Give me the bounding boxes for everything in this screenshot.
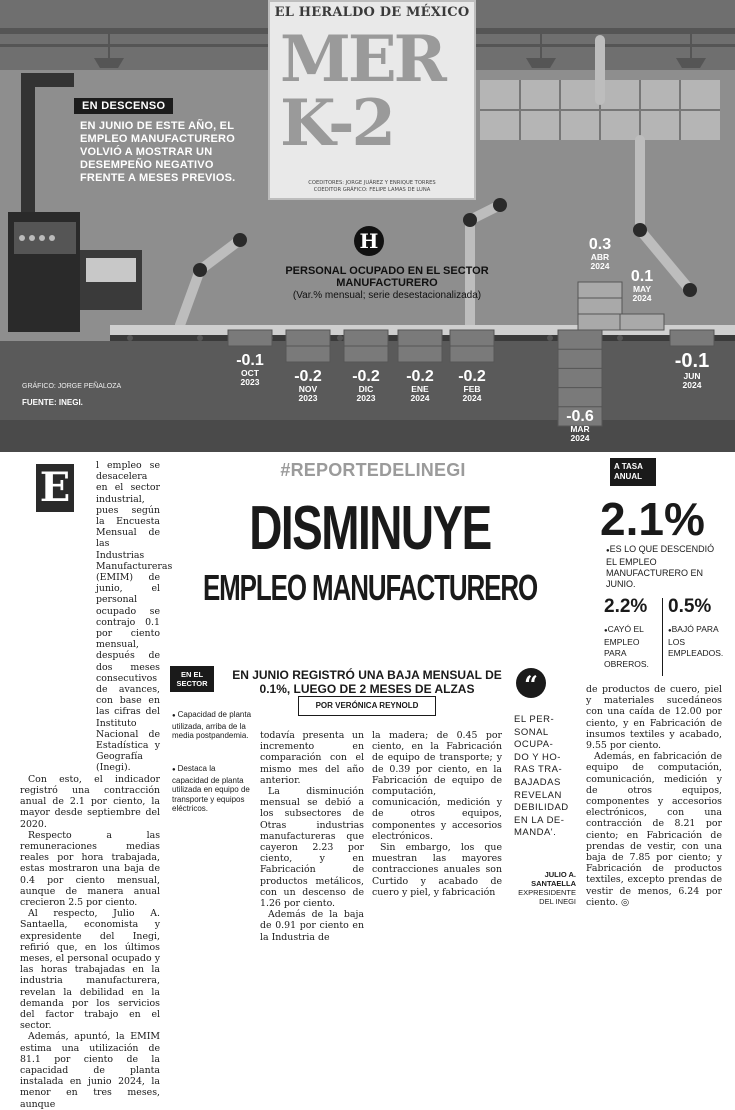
- pull-quote-line: MANDA'.: [514, 827, 557, 839]
- quote-icon: “: [516, 668, 546, 698]
- year-label: 2024: [632, 293, 652, 303]
- paragraph: La disminución mensual se debió a los subsectores de Otras industrias manufactureras que cayeron 2.23 por ciento, y en Fabricación de productos metálicos, con un descenso de 1.26 por ciento.: [260, 786, 364, 910]
- pull-quote-line: EN LA DE-: [514, 814, 565, 826]
- pull-quote-line: SONAL: [514, 726, 549, 738]
- paragraph: la madera; de 0.45 por ciento, en la Fabricación de equipo de transporte; y de 0.39 por ciento, en la Fabricación de equipo de computación, comunicación, medición y de otros equipos, componentes y accesorios electrónicos.: [372, 730, 502, 842]
- stat-main-desc: ● ES LO QUE DESCENDIÓ EL EMPLEO MANUFACTURERO EN JUNIO.: [606, 544, 718, 590]
- stat-obreros-desc: ● CAYÓ EL EMPLEO PARA OBREROS.: [604, 624, 656, 670]
- year-label: 2024: [590, 261, 610, 271]
- value-label: -0.2: [294, 368, 322, 385]
- sidebar-bullet: ● Capacidad de planta utilizada, arriba de la media postpandemia.: [172, 710, 252, 741]
- heraldo-logo-icon: H: [354, 226, 384, 256]
- drop-cap: E: [36, 464, 74, 512]
- value-label: -0.2: [406, 368, 434, 385]
- month-label: DIC: [358, 384, 374, 394]
- en-el-sector-tag: EN EL SECTOR: [170, 666, 214, 692]
- paragraph: Al respecto, Julio A. Santaella, economista y expresidente del Inegi, refirió que, en los últimos meses, el personal ocupado y las horas trabajadas en la industria manufacturera, revelan la debilidad en la demanda por los servicios del factor trabajo en el sector.: [20, 908, 160, 1032]
- value-label: -0.2: [458, 368, 486, 385]
- chart-title: PERSONAL OCUPADO EN EL SECTOR MANUFACTURERO: [285, 265, 489, 289]
- year-label: 2023: [298, 393, 318, 403]
- value-label: 0.1: [630, 268, 654, 285]
- year-label: 2024: [682, 380, 702, 390]
- infographic: [0, 0, 735, 452]
- data-label-ene: [390, 368, 450, 403]
- data-label-abr: [570, 236, 630, 271]
- section-title-line1: MER: [280, 22, 444, 97]
- infographic-intro: EN JUNIO DE ESTE AÑO, EL EMPLEO MANUFACTURERO VOLVIÓ A MOSTRAR UN DESEMPEÑO NEGATIVO FRENTE A MESES PREVIOS.: [80, 120, 236, 184]
- byline: POR VERÓNICA REYNOLD: [298, 696, 436, 716]
- pull-quote-line: EL PER-: [514, 714, 555, 725]
- stat-empleados-desc: ● BAJÓ PARA LOS EMPLEADOS.: [668, 624, 720, 659]
- bar-may: [620, 314, 664, 330]
- month-label: ENE: [411, 384, 429, 394]
- chart-subtitle: (Var.% mensual; serie desestacionalizada): [292, 290, 482, 301]
- pull-quote-line: DO Y HO-: [514, 751, 561, 763]
- year-label: 2024: [462, 393, 482, 403]
- paragraph: de productos de cuero, piel y materiales sucedáneos con una caída de 12.00 por ciento, y en Fabricación de insumos textiles y acabado, 9.55 por ciento.: [586, 684, 722, 752]
- data-label-may: [612, 268, 672, 303]
- data-label-nov: [278, 368, 338, 403]
- article-column-3: [372, 730, 502, 898]
- data-label-dic: [336, 368, 396, 403]
- coeditors-credit: COEDITORES: JORGE JUÁREZ Y ENRIQUE TORRES: [308, 180, 436, 186]
- bar-oct: [228, 330, 272, 346]
- data-label-oct: [220, 352, 280, 387]
- data-label-feb: [442, 368, 502, 403]
- paragraph: Además, en fabricación de equipo de computación, comunicación, medición y de otros equipos, componentes y accesorios electrónicos, con una contracción de 8.21 por ciento; en Fabricación de prendas de vestir, con una baja de 7.85 por ciento; y Fabricación de productos textiles, excepto prendas de vestir de menos, 6.24 por ciento. ◎: [586, 751, 722, 908]
- data-label-jun: [662, 350, 722, 390]
- month-label: ABR: [590, 252, 610, 262]
- month-label: OCT: [241, 368, 259, 378]
- bar-jun: [670, 330, 714, 346]
- value-label: -0.1: [674, 350, 710, 372]
- year-label: 2024: [410, 393, 430, 403]
- paragraph: todavía presenta un incremento en comparación con el mismo mes del año anterior.: [260, 730, 364, 786]
- headline-sub: EMPLEO MANUFACTURERO: [202, 567, 538, 608]
- year-label: 2023: [240, 377, 260, 387]
- month-label: JUN: [683, 371, 701, 381]
- month-label: FEB: [463, 384, 481, 394]
- paragraph: l empleo se desacelera en el sector industrial, pues según la Encuesta Mensual de las Industrias Manufactureras (EMIM) de junio, el personal ocupado se contrajo 0.1 por ciento mensual, después de dos meses consecutivos de avances, con base en las cifras del Instituto Nacional de Estadística y Geografía (Inegi).: [96, 460, 173, 774]
- article-column-2: [260, 730, 364, 943]
- article: [0, 452, 735, 1110]
- source-credit: FUENTE: INEGI.: [22, 398, 83, 407]
- value-label: -0.2: [352, 368, 380, 385]
- pull-quote: [514, 714, 576, 840]
- value-label: -0.1: [236, 352, 264, 369]
- quote-author: [514, 870, 576, 906]
- stat-obreros-value: 2.2%: [604, 596, 648, 617]
- paragraph: Con esto, el indicador registró una contracción anual de 2.1 por ciento, la mayor desde septiembre del 2020.: [20, 773, 160, 830]
- year-label: 2024: [570, 433, 590, 443]
- month-label: NOV: [298, 384, 318, 394]
- sidebar-bullet: ● Destaca la capacidad de planta utilizada en equipo de transporte y equipos eléctricos.: [172, 764, 252, 814]
- headline: DISMINUYE: [249, 494, 491, 563]
- a-tasa-anual-tag: A TASA ANUAL: [610, 458, 656, 486]
- article-column-1: [20, 460, 173, 1110]
- pull-quote-line: OCUPA-: [514, 739, 554, 751]
- article-column-4: [586, 684, 722, 908]
- month-label: MAR: [570, 424, 590, 434]
- paper-name: EL HERALDO DE MÉXICO: [274, 5, 470, 20]
- quote-author-role: EXPRESIDENTE DEL INEGI: [518, 888, 576, 906]
- data-label-mar: [550, 408, 610, 443]
- graphic-coeditor-credit: COEDITOR GRÁFICO: FELIPE LAMAS DE LUNA: [313, 187, 431, 193]
- en-descenso-tag: EN DESCENSO: [74, 98, 173, 114]
- pull-quote-line: BAJADAS: [514, 776, 561, 788]
- paragraph: Además de la baja de 0.91 por ciento en la Industria de: [260, 909, 364, 943]
- pull-quote-line: RAS TRA-: [514, 764, 563, 776]
- stat-main-value: 2.1%: [600, 493, 705, 545]
- masthead: [268, 0, 476, 200]
- month-label: MAY: [632, 284, 652, 294]
- pull-quote-line: REVELAN: [514, 789, 562, 801]
- pull-quote-line: DEBILIDAD: [514, 802, 569, 814]
- paragraph: Respecto a las remuneraciones medias reales por hora trabajada, estas mostraron una baja de 0.4 por ciento mensual, aunque de manera anual crecieron 2.5 por ciento.: [20, 829, 160, 908]
- quote-author-name: JULIO A. SANTAELLA: [531, 870, 576, 888]
- paragraph: Además, apuntó, la EMIM estima una utilización de 81.1 por ciento de la capacidad de planta instalada en junio 2024, la menor en tres meses, aunque: [20, 1031, 160, 1110]
- value-label: 0.3: [588, 236, 612, 253]
- graphic-credit: GRÁFICO: JORGE PEÑALOZA: [22, 383, 122, 390]
- stat-divider: [662, 598, 663, 676]
- stat-empleados-value: 0.5%: [668, 596, 712, 617]
- section-hashtag: #REPORTEDELINEGI: [280, 460, 466, 480]
- deck: EN JUNIO REGISTRÓ UNA BAJA MENSUAL DE 0.1%, LUEGO DE 2 MESES DE ALZAS: [232, 668, 502, 696]
- value-label: -0.6: [566, 408, 594, 425]
- paragraph: Sin embargo, los que muestran las mayores contracciones anuales son Curtido y acabado de cuero y piel, y fabricación: [372, 842, 502, 898]
- year-label: 2023: [356, 393, 376, 403]
- section-title-line2: K-2: [280, 86, 394, 161]
